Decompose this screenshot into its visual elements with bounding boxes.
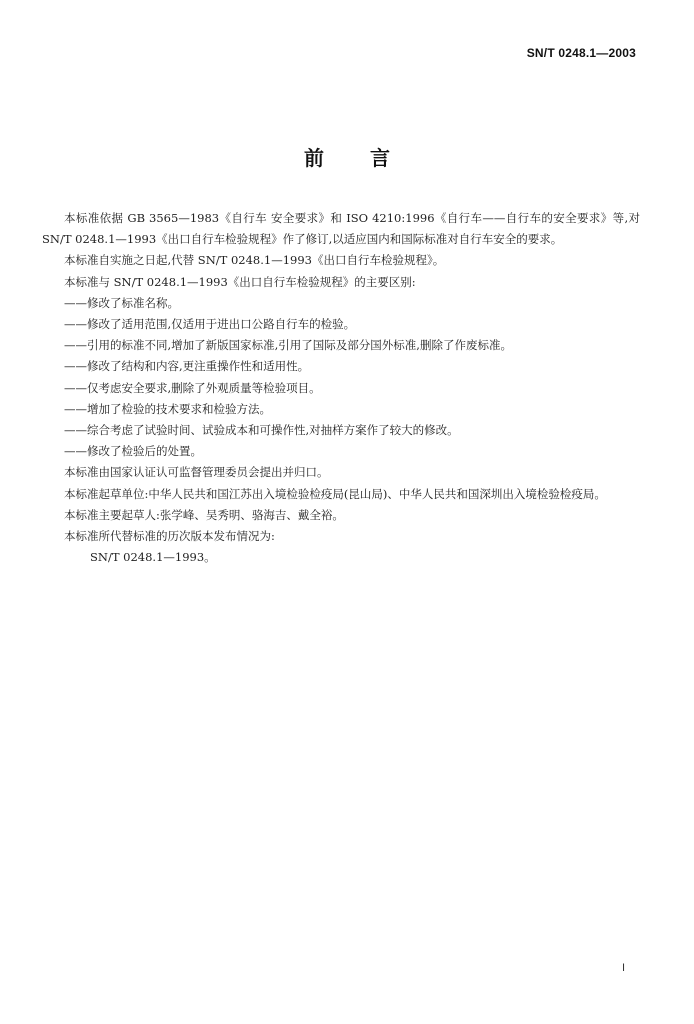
difference-item: ——仅考虑安全要求,删除了外观质量等检验项目。 (64, 380, 321, 395)
page-number: I (622, 962, 626, 974)
difference-item: ——修改了结构和内容,更注重操作性和适用性。 (64, 359, 310, 374)
difference-item: ——修改了检验后的处置。 (64, 444, 202, 459)
paragraph-replacement: 本标准自实施之日起,代替 SN/T 0248.1—1993《出口自行车检验规程》。 (64, 253, 445, 268)
difference-item: ——修改了适用范围,仅适用于进出口公路自行车的检验。 (64, 317, 356, 332)
paragraph-drafters: 本标准主要起草人:张学峰、吴秀明、骆海吉、戴全裕。 (64, 507, 344, 522)
paragraph-history-intro: 本标准所代替标准的历次版本发布情况为: (64, 529, 275, 544)
title-char-1: 前 (304, 146, 324, 170)
page-title (0, 142, 694, 171)
difference-item: ——引用的标准不同,增加了新版国家标准,引用了国际及部分国外标准,删除了作废标准。 (64, 338, 512, 353)
paragraph-differences-intro: 本标准与 SN/T 0248.1—1993《出口自行车检验规程》的主要区别: (64, 274, 416, 289)
standard-code: SN/T 0248.1—2003 (526, 46, 636, 60)
difference-item: ——增加了检验的技术要求和检验方法。 (64, 401, 271, 416)
preface-body (42, 208, 640, 568)
difference-item: ——修改了标准名称。 (64, 295, 179, 310)
paragraph-drafting-units: 本标准起草单位:中华人民共和国江苏出入境检验检疫局(昆山局)、中华人民共和国深圳出入境检验检疫局。 (64, 486, 606, 501)
difference-item: ——综合考虑了试验时间、试验成本和可操作性,对抽样方案作了较大的修改。 (64, 423, 459, 438)
title-char-2: 言 (370, 146, 390, 170)
paragraph-proposer: 本标准由国家认证认可监督管理委员会提出并归口。 (64, 465, 329, 480)
history-item: SN/T 0248.1—1993。 (90, 550, 216, 565)
paragraph-basis: 本标准依据 GB 3565—1983《自行车 安全要求》和 ISO 4210:1996《自行车——自行车的安全要求》等,对 SN/T 0248.1—1993《出口自行车检验规程》作了修订,以适应国内和国际标准对自行车安全的要求。 (42, 211, 640, 247)
